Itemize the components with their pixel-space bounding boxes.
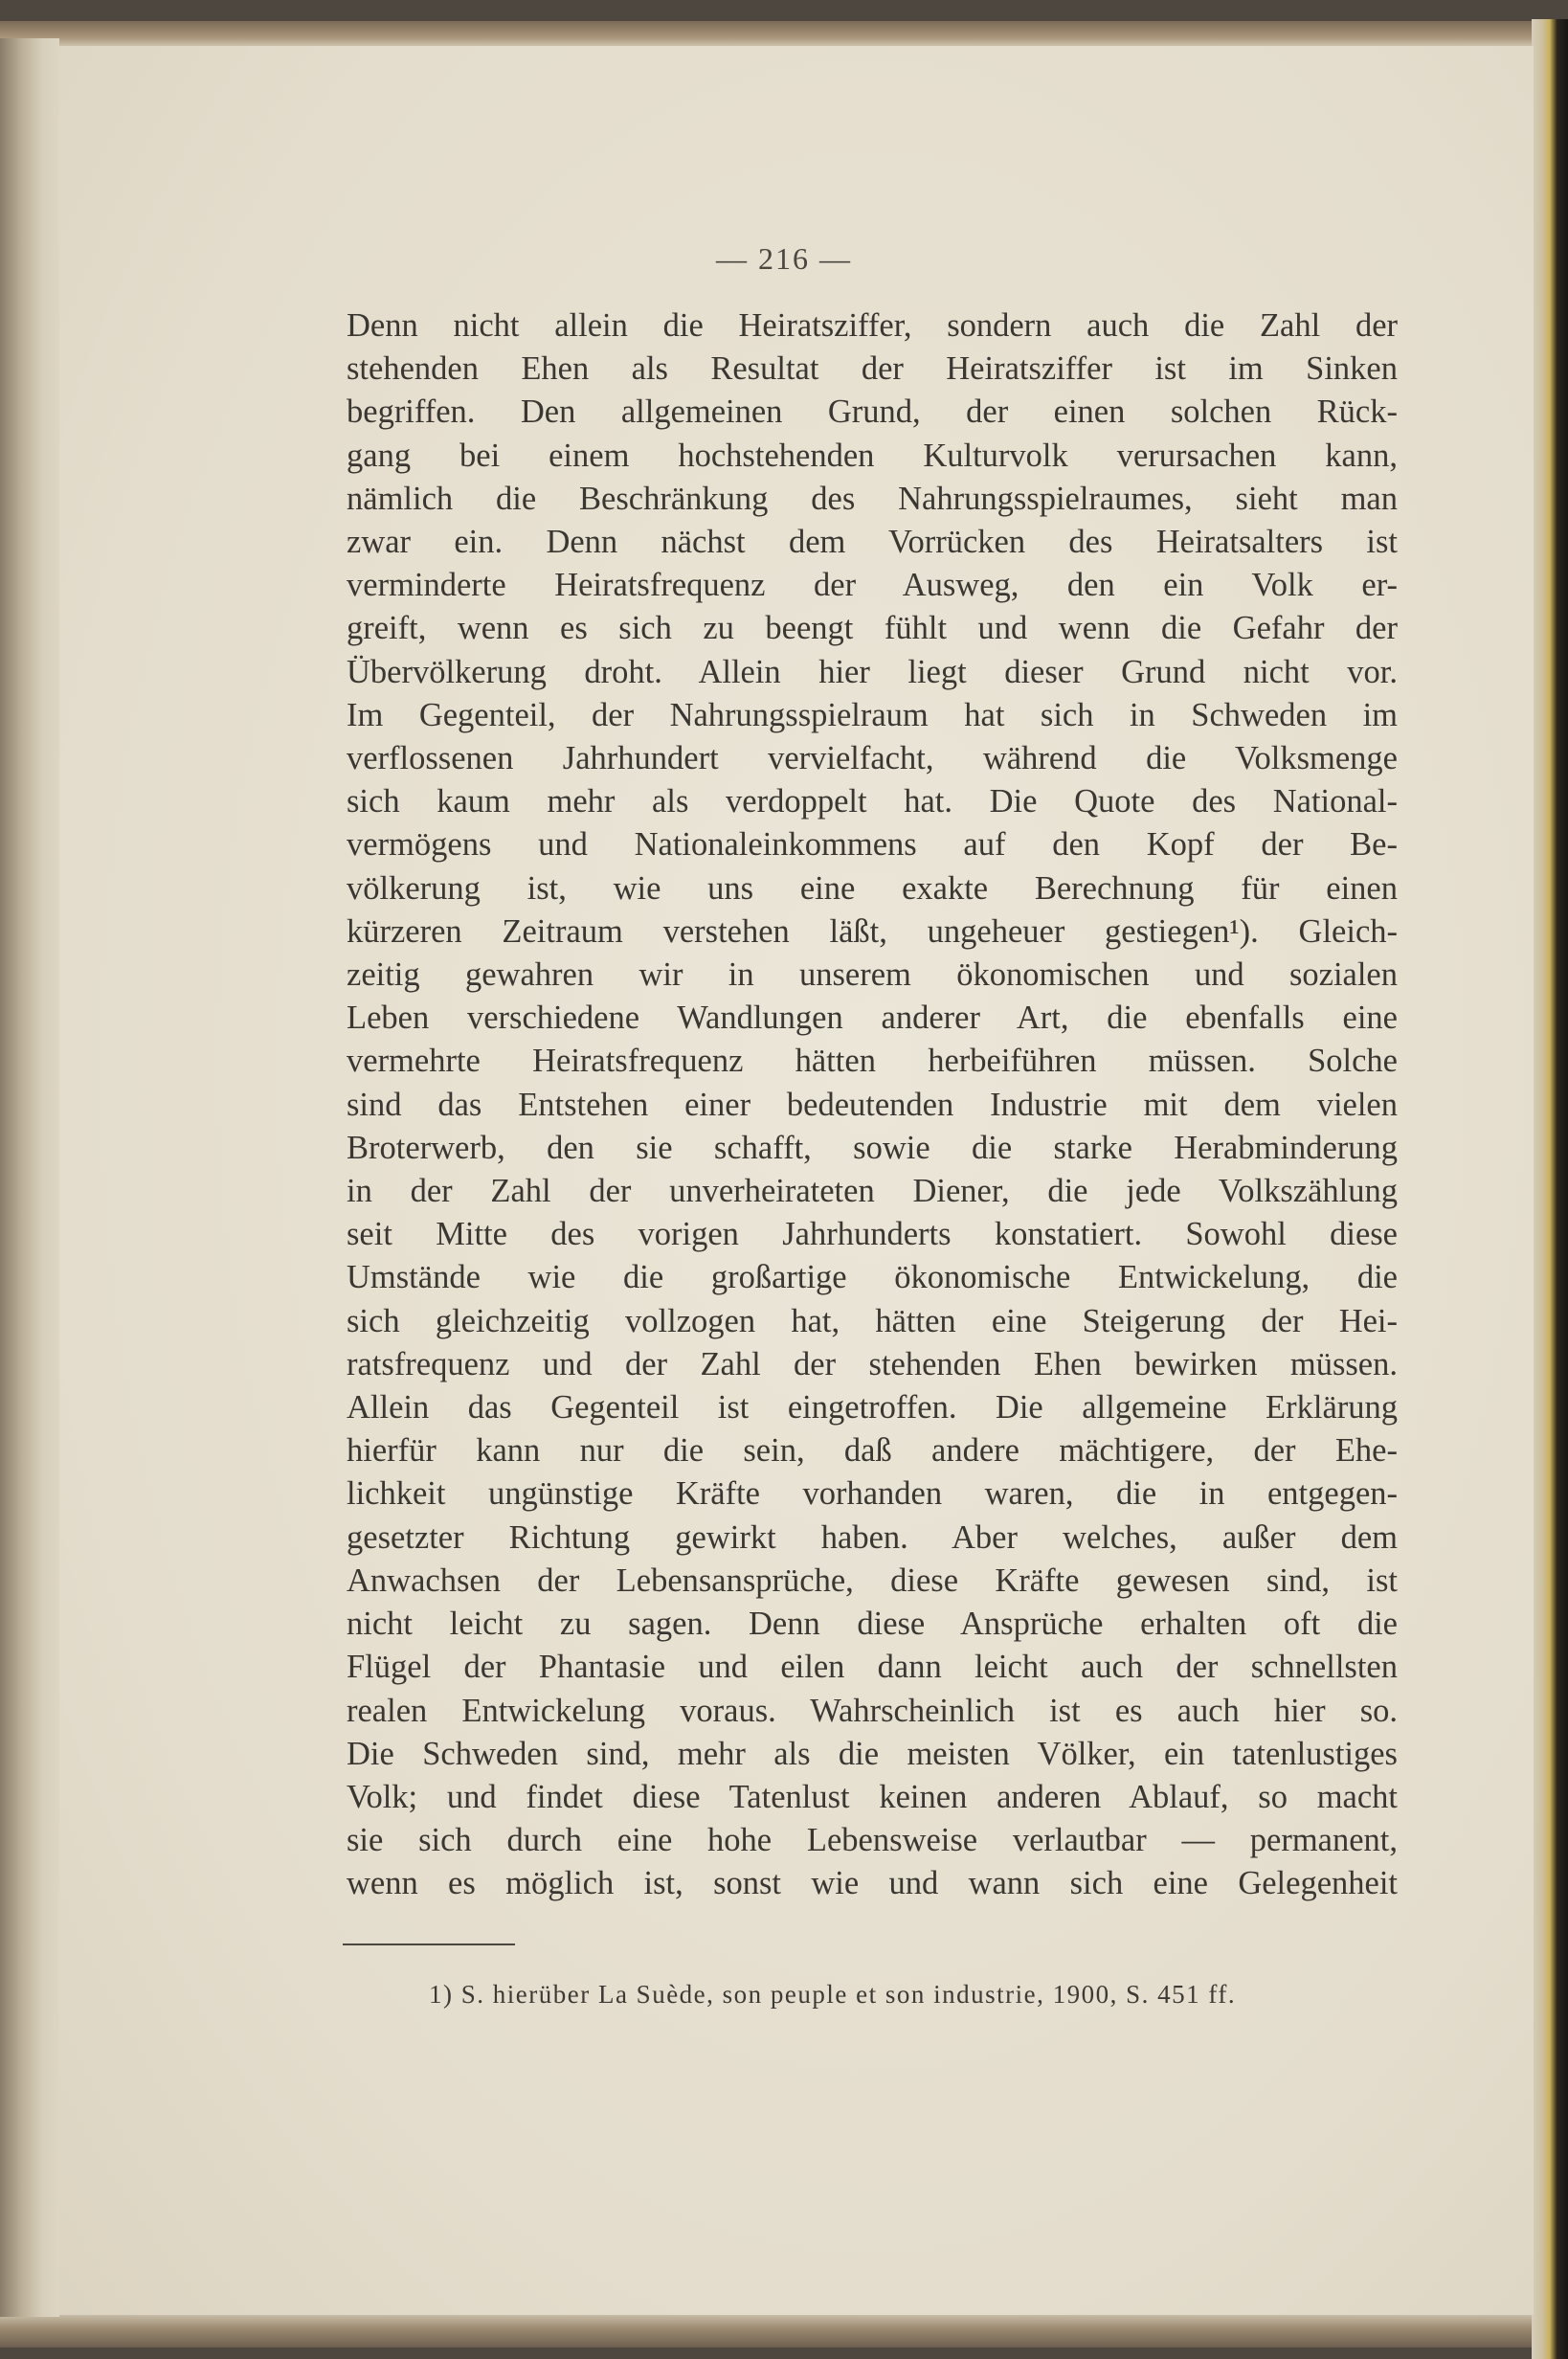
text-line: vermögens und Nationaleinkommens auf den Kopf der Be-	[347, 826, 1398, 864]
text-line: verminderte Heiratsfrequenz der Ausweg, den ein Volk er-	[347, 567, 1398, 604]
bottom-binding-edge	[0, 2309, 1568, 2348]
text-line: Broterwerb, den sie schafft, sowie die starke Herabminderung	[347, 1129, 1398, 1166]
text-line: nämlich die Beschränkung des Nahrungsspielraumes, sieht man	[347, 480, 1398, 517]
text-line: Die Schweden sind, mehr als die meisten Völker, ein tatenlustiges	[347, 1735, 1398, 1772]
text-line: Umstände wie die großartige ökonomische Entwickelung, die	[347, 1259, 1398, 1296]
footnote: 1) S. hierüber La Suède, son peuple et son industrie, 1900, S. 451 ff.	[429, 1980, 1237, 2009]
text-line: stehenden Ehen als Resultat der Heiratsziffer ist im Sinken	[347, 350, 1398, 388]
text-line: seit Mitte des vorigen Jahrhunderts konstatiert. Sowohl diese	[347, 1216, 1398, 1253]
text-line: zeitig gewahren wir in unserem ökonomischen und sozialen	[347, 956, 1398, 994]
text-line: in der Zahl der unverheirateten Diener, die jede Volkszählung	[347, 1173, 1398, 1210]
text-line: Flügel der Phantasie und eilen dann leicht auch der schnellsten	[347, 1649, 1398, 1686]
top-binding-edge	[0, 21, 1568, 48]
text-line: Im Gegenteil, der Nahrungsspielraum hat sich in Schweden im	[347, 696, 1398, 733]
text-line: sich gleichzeitig vollzogen hat, hätten eine Steigerung der Hei-	[347, 1302, 1398, 1339]
right-book-edge	[1532, 19, 1568, 2359]
page-number: — 216 —	[716, 241, 852, 276]
text-line: sie sich durch eine hohe Lebensweise verlautbar — permanent,	[347, 1822, 1398, 1859]
text-line: Übervölkerung droht. Allein hier liegt dieser Grund nicht vor.	[347, 653, 1398, 690]
text-line: gang bei einem hochstehenden Kulturvolk verursachen kann,	[347, 437, 1398, 474]
text-line: Leben verschiedene Wandlungen anderer Art, die ebenfalls eine	[347, 1000, 1398, 1037]
text-line: Allein das Gegenteil ist eingetroffen. Die allgemeine Erklärung	[347, 1389, 1398, 1427]
text-line: hierfür kann nur die sein, daß andere mächtigere, der Ehe-	[347, 1432, 1398, 1470]
text-line: Anwachsen der Lebensansprüche, diese Kräfte gewesen sind, ist	[347, 1561, 1398, 1599]
text-line: ratsfrequenz und der Zahl der stehenden Ehen bewirken müssen.	[347, 1345, 1398, 1382]
text-line: Denn nicht allein die Heiratsziffer, sondern auch die Zahl der	[347, 307, 1398, 344]
text-line: völkerung ist, wie uns eine exakte Berechnung für einen	[347, 869, 1398, 907]
footnote-rule	[343, 1943, 515, 1945]
text-line: sind das Entstehen einer bedeutenden Industrie mit dem vielen	[347, 1086, 1398, 1123]
text-line: greift, wenn es sich zu beengt fühlt und wenn die Gefahr der	[347, 610, 1398, 647]
text-line: realen Entwickelung voraus. Wahrscheinlich ist es auch hier so.	[347, 1692, 1398, 1729]
body-text	[347, 304, 1398, 1906]
text-line: begriffen. Den allgemeinen Grund, der einen solchen Rück-	[347, 393, 1398, 431]
text-line: lichkeit ungünstige Kräfte vorhanden waren, die in entgegen-	[347, 1475, 1398, 1513]
text-line: verflossenen Jahrhundert vervielfacht, während die Volksmenge	[347, 740, 1398, 777]
text-line: nicht leicht zu sagen. Denn diese Ansprüche erhalten oft die	[347, 1606, 1398, 1643]
text-line: zwar ein. Denn nächst dem Vorrücken des Heiratsalters ist	[347, 524, 1398, 561]
text-line: Volk; und findet diese Tatenlust keinen anderen Ablauf, so macht	[347, 1778, 1398, 1815]
text-line: vermehrte Heiratsfrequenz hätten herbeiführen müssen. Solche	[347, 1043, 1398, 1080]
text-line: kürzeren Zeitraum verstehen läßt, ungeheuer gestiegen¹). Gleich-	[347, 912, 1398, 950]
text-line: sich kaum mehr als verdoppelt hat. Die Quote des National-	[347, 783, 1398, 820]
text-line: gesetzter Richtung gewirkt haben. Aber welches, außer dem	[347, 1518, 1398, 1556]
text-line: wenn es möglich ist, sonst wie und wann sich eine Gelegenheit	[347, 1865, 1398, 1902]
left-page-stack	[0, 38, 59, 2317]
